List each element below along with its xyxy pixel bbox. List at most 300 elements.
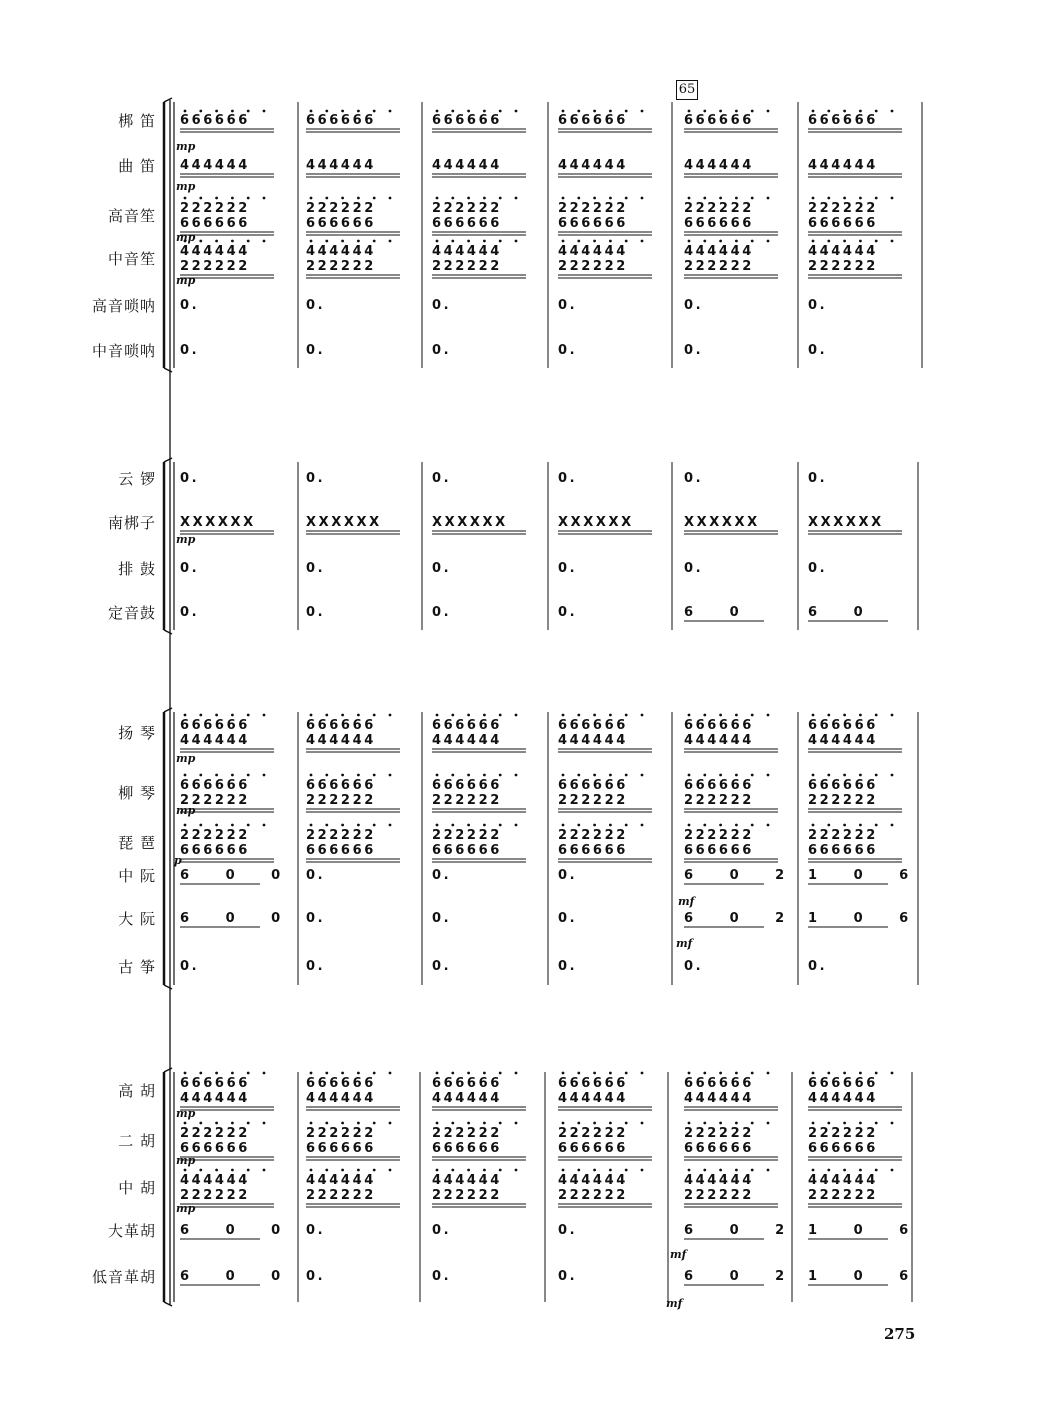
rest: 0. xyxy=(432,959,452,974)
octave-dot xyxy=(389,1169,392,1172)
dynamic-marking: mf xyxy=(670,1248,687,1261)
octave-dot xyxy=(859,110,862,113)
octave-dot xyxy=(827,714,830,717)
octave-dot xyxy=(812,774,815,777)
chord-lower-notes: 444444 xyxy=(808,1091,878,1106)
instrument-label: 梆 笛 xyxy=(118,112,156,130)
octave-dot xyxy=(436,1072,439,1075)
octave-dot xyxy=(875,1169,878,1172)
octave-dot xyxy=(215,824,218,827)
chord-lower-notes: 222222 xyxy=(180,1188,250,1203)
octave-dot xyxy=(767,1169,770,1172)
octave-dot xyxy=(247,1169,250,1172)
octave-dot xyxy=(609,110,612,113)
rest: 0. xyxy=(684,298,704,313)
octave-dot xyxy=(719,714,722,717)
chord-lower-notes: 222222 xyxy=(432,793,502,808)
octave-dot xyxy=(735,774,738,777)
bracket-hook xyxy=(164,1302,172,1306)
octave-dot xyxy=(577,1169,580,1172)
octave-dot xyxy=(436,824,439,827)
octave-dot xyxy=(641,774,644,777)
octave-dot xyxy=(341,1072,344,1075)
octave-dot xyxy=(688,824,691,827)
rest: 0. xyxy=(432,298,452,313)
chord-upper-notes: 222222 xyxy=(684,828,754,843)
octave-dot xyxy=(859,197,862,200)
rest: 0. xyxy=(558,1223,578,1238)
octave-dot xyxy=(719,197,722,200)
instrument-label: 定音鼓 xyxy=(107,604,156,622)
chord-upper-notes: 444444 xyxy=(808,244,878,259)
rest: 0. xyxy=(684,959,704,974)
notes: 444444 xyxy=(432,158,502,173)
octave-dot xyxy=(373,714,376,717)
dynamic-marking: mp xyxy=(176,180,196,193)
octave-dot xyxy=(843,110,846,113)
octave-dot xyxy=(859,240,862,243)
page-number: 275 xyxy=(884,1325,916,1343)
octave-dot xyxy=(499,714,502,717)
octave-dot xyxy=(625,110,628,113)
octave-dot xyxy=(891,774,894,777)
dynamic-marking: p xyxy=(174,854,182,867)
chord-upper-notes: 666666 xyxy=(684,718,754,733)
octave-dot xyxy=(641,240,644,243)
octave-dot xyxy=(483,1122,486,1125)
octave-dot xyxy=(891,714,894,717)
octave-dot xyxy=(562,197,565,200)
octave-dot xyxy=(247,1122,250,1125)
octave-dot xyxy=(310,1122,313,1125)
octave-dot xyxy=(625,1169,628,1172)
octave-dot xyxy=(215,1122,218,1125)
chord-lower-notes: 222222 xyxy=(808,793,878,808)
octave-dot xyxy=(231,1072,234,1075)
octave-dot xyxy=(389,110,392,113)
octave-dot xyxy=(735,714,738,717)
octave-dot xyxy=(325,197,328,200)
octave-dot xyxy=(593,1072,596,1075)
octave-dot xyxy=(215,240,218,243)
instrument-label: 曲 笛 xyxy=(118,157,156,175)
octave-dot xyxy=(499,1072,502,1075)
octave-dot xyxy=(577,714,580,717)
octave-dot xyxy=(751,197,754,200)
octave-dot xyxy=(515,714,518,717)
bracket-hook xyxy=(164,458,172,462)
octave-dot xyxy=(625,1072,628,1075)
octave-dot xyxy=(389,714,392,717)
instrument-label: 大革胡 xyxy=(107,1222,156,1240)
chord-upper-notes: 666666 xyxy=(180,778,250,793)
rest: 0. xyxy=(808,561,828,576)
chord-lower-notes: 666666 xyxy=(432,216,502,231)
octave-dot xyxy=(199,240,202,243)
octave-dot xyxy=(859,824,862,827)
octave-dot xyxy=(373,110,376,113)
chord-upper-notes: 444444 xyxy=(432,244,502,259)
chord-lower-notes: 666666 xyxy=(808,216,878,231)
rest: 0. xyxy=(180,471,200,486)
rest: 0. xyxy=(306,1223,326,1238)
octave-dot xyxy=(231,240,234,243)
octave-dot xyxy=(751,824,754,827)
octave-dot xyxy=(751,1122,754,1125)
chord-lower-notes: 222222 xyxy=(180,793,250,808)
chord-lower-notes: 222222 xyxy=(684,793,754,808)
octave-dot xyxy=(310,1072,313,1075)
octave-dot xyxy=(827,774,830,777)
octave-dot xyxy=(688,110,691,113)
octave-dot xyxy=(436,774,439,777)
octave-dot xyxy=(451,197,454,200)
chord-lower-notes: 222222 xyxy=(432,1188,502,1203)
chord-upper-notes: 666666 xyxy=(558,718,628,733)
dynamic-marking: mp xyxy=(176,1202,196,1215)
rest: 0. xyxy=(432,868,452,883)
octave-dot xyxy=(357,774,360,777)
rest: 0. xyxy=(432,1223,452,1238)
notes: 444444 xyxy=(558,158,628,173)
octave-dot xyxy=(263,197,266,200)
octave-dot xyxy=(515,824,518,827)
octave-dot xyxy=(483,1072,486,1075)
chord-upper-notes: 444444 xyxy=(180,1173,250,1188)
octave-dot xyxy=(263,1169,266,1172)
chord-lower-notes: 444444 xyxy=(306,1091,376,1106)
octave-dot xyxy=(843,1169,846,1172)
octave-dot xyxy=(373,1122,376,1125)
octave-dot xyxy=(875,110,878,113)
rest: 0. xyxy=(808,298,828,313)
octave-dot xyxy=(467,714,470,717)
octave-dot xyxy=(341,824,344,827)
octave-dot xyxy=(843,240,846,243)
octave-dot xyxy=(751,240,754,243)
octave-dot xyxy=(247,714,250,717)
chord-lower-notes: 222222 xyxy=(558,793,628,808)
octave-dot xyxy=(891,110,894,113)
octave-dot xyxy=(483,110,486,113)
octave-dot xyxy=(451,1072,454,1075)
notes: 6 0 xyxy=(808,605,879,620)
octave-dot xyxy=(436,110,439,113)
octave-dot xyxy=(515,240,518,243)
octave-dot xyxy=(483,774,486,777)
octave-dot xyxy=(703,240,706,243)
octave-dot xyxy=(562,714,565,717)
octave-dot xyxy=(310,110,313,113)
chord-lower-notes: 444444 xyxy=(180,733,250,748)
octave-dot xyxy=(891,1122,894,1125)
octave-dot xyxy=(263,714,266,717)
octave-dot xyxy=(703,197,706,200)
octave-dot xyxy=(625,824,628,827)
rest: 0. xyxy=(432,561,452,576)
chord-lower-notes: 444444 xyxy=(306,733,376,748)
octave-dot xyxy=(875,774,878,777)
chord-lower-notes: 444444 xyxy=(558,733,628,748)
octave-dot xyxy=(891,240,894,243)
octave-dot xyxy=(184,774,187,777)
octave-dot xyxy=(891,824,894,827)
rest: 0. xyxy=(558,298,578,313)
octave-dot xyxy=(827,1072,830,1075)
chord-upper-notes: 222222 xyxy=(180,1126,250,1141)
octave-dot xyxy=(310,714,313,717)
chord-lower-notes: 444444 xyxy=(558,1091,628,1106)
rest: 0. xyxy=(558,343,578,358)
chord-lower-notes: 222222 xyxy=(684,259,754,274)
instrument-label: 高 胡 xyxy=(118,1082,156,1100)
chord-lower-notes: 666666 xyxy=(558,843,628,858)
chord-upper-notes: 666666 xyxy=(306,778,376,793)
rest: 0. xyxy=(432,911,452,926)
octave-dot xyxy=(184,1122,187,1125)
octave-dot xyxy=(515,110,518,113)
octave-dot xyxy=(373,1072,376,1075)
octave-dot xyxy=(357,824,360,827)
octave-dot xyxy=(641,110,644,113)
octave-dot xyxy=(875,1122,878,1125)
chord-lower-notes: 222222 xyxy=(432,259,502,274)
octave-dot xyxy=(184,714,187,717)
octave-dot xyxy=(184,1072,187,1075)
octave-dot xyxy=(593,1122,596,1125)
octave-dot xyxy=(215,1072,218,1075)
rest: 0. xyxy=(808,343,828,358)
octave-dot xyxy=(875,714,878,717)
bracket-hook xyxy=(164,98,172,102)
octave-dot xyxy=(827,110,830,113)
chord-lower-notes: 666666 xyxy=(432,843,502,858)
dynamic-marking: mp xyxy=(176,752,196,765)
dynamic-marking: mf xyxy=(666,1297,683,1310)
chord-lower-notes: 666666 xyxy=(432,1141,502,1156)
octave-dot xyxy=(451,110,454,113)
octave-dot xyxy=(577,824,580,827)
octave-dot xyxy=(625,1122,628,1125)
octave-dot xyxy=(373,1169,376,1172)
notes: 6 0 xyxy=(684,605,755,620)
octave-dot xyxy=(767,197,770,200)
chord-lower-notes: 444444 xyxy=(684,1091,754,1106)
octave-dot xyxy=(719,1169,722,1172)
chord-upper-notes: 666666 xyxy=(432,718,502,733)
octave-dot xyxy=(247,240,250,243)
octave-dot xyxy=(875,197,878,200)
chord-lower-notes: 444444 xyxy=(808,733,878,748)
notes: 444444 xyxy=(808,158,878,173)
octave-dot xyxy=(184,824,187,827)
chord-lower-notes: 666666 xyxy=(808,1141,878,1156)
octave-dot xyxy=(341,197,344,200)
octave-dot xyxy=(389,197,392,200)
octave-dot xyxy=(247,774,250,777)
chord-upper-notes: 444444 xyxy=(684,244,754,259)
chord-upper-notes: 222222 xyxy=(558,201,628,216)
notes: XXXXXX xyxy=(684,515,760,530)
octave-dot xyxy=(735,1169,738,1172)
rest: 0. xyxy=(306,868,326,883)
octave-dot xyxy=(499,197,502,200)
octave-dot xyxy=(199,1169,202,1172)
dynamic-marking: mp xyxy=(176,1154,196,1167)
octave-dot xyxy=(263,240,266,243)
octave-dot xyxy=(859,714,862,717)
chord-upper-notes: 222222 xyxy=(808,828,878,843)
octave-dot xyxy=(389,240,392,243)
instrument-label: 云 锣 xyxy=(118,470,156,488)
octave-dot xyxy=(247,1072,250,1075)
octave-dot xyxy=(483,240,486,243)
notes: XXXXXX xyxy=(180,515,256,530)
notes: 1 0 6 xyxy=(808,911,925,926)
dynamic-marking: mp xyxy=(176,274,196,287)
octave-dot xyxy=(263,774,266,777)
octave-dot xyxy=(467,774,470,777)
octave-dot xyxy=(325,1072,328,1075)
octave-dot xyxy=(688,774,691,777)
chord-upper-notes: 444444 xyxy=(306,1173,376,1188)
octave-dot xyxy=(215,1169,218,1172)
octave-dot xyxy=(875,824,878,827)
chord-upper-notes: 444444 xyxy=(808,1173,878,1188)
octave-dot xyxy=(891,1072,894,1075)
notes: 6 0 0 xyxy=(180,1269,297,1284)
chord-lower-notes: 222222 xyxy=(306,793,376,808)
octave-dot xyxy=(325,1122,328,1125)
octave-dot xyxy=(451,1169,454,1172)
rest: 0. xyxy=(558,868,578,883)
octave-dot xyxy=(483,714,486,717)
octave-dot xyxy=(467,824,470,827)
chord-upper-notes: 666666 xyxy=(180,718,250,733)
octave-dot xyxy=(184,197,187,200)
octave-dot xyxy=(577,110,580,113)
chord-upper-notes: 222222 xyxy=(808,201,878,216)
octave-dot xyxy=(341,774,344,777)
rest: 0. xyxy=(306,471,326,486)
octave-dot xyxy=(688,1072,691,1075)
octave-dot xyxy=(593,1169,596,1172)
octave-dot xyxy=(325,824,328,827)
notes: 666666 xyxy=(432,113,502,128)
octave-dot xyxy=(199,1122,202,1125)
octave-dot xyxy=(562,1169,565,1172)
rehearsal-mark: 65 xyxy=(676,80,698,100)
rest: 0. xyxy=(306,343,326,358)
rest: 0. xyxy=(558,1269,578,1284)
chord-lower-notes: 666666 xyxy=(180,216,250,231)
instrument-label: 南梆子 xyxy=(107,514,156,532)
octave-dot xyxy=(641,824,644,827)
octave-dot xyxy=(515,197,518,200)
chord-lower-notes: 222222 xyxy=(684,1188,754,1203)
octave-dot xyxy=(199,714,202,717)
octave-dot xyxy=(467,1072,470,1075)
notes: 6 0 2 xyxy=(684,911,801,926)
octave-dot xyxy=(812,1169,815,1172)
octave-dot xyxy=(263,1122,266,1125)
rest: 0. xyxy=(306,959,326,974)
octave-dot xyxy=(357,1169,360,1172)
octave-dot xyxy=(609,774,612,777)
chord-upper-notes: 222222 xyxy=(306,828,376,843)
octave-dot xyxy=(373,824,376,827)
rest: 0. xyxy=(558,561,578,576)
octave-dot xyxy=(436,240,439,243)
octave-dot xyxy=(247,197,250,200)
octave-dot xyxy=(641,714,644,717)
octave-dot xyxy=(325,774,328,777)
octave-dot xyxy=(719,1072,722,1075)
chord-upper-notes: 222222 xyxy=(306,201,376,216)
octave-dot xyxy=(184,1169,187,1172)
notes: XXXXXX xyxy=(808,515,884,530)
chord-lower-notes: 222222 xyxy=(306,259,376,274)
octave-dot xyxy=(641,1122,644,1125)
octave-dot xyxy=(562,110,565,113)
chord-lower-notes: 666666 xyxy=(306,1141,376,1156)
octave-dot xyxy=(467,110,470,113)
notes: 666666 xyxy=(684,113,754,128)
rest: 0. xyxy=(180,605,200,620)
chord-upper-notes: 444444 xyxy=(432,1173,502,1188)
chord-upper-notes: 444444 xyxy=(684,1173,754,1188)
octave-dot xyxy=(625,774,628,777)
chord-upper-notes: 222222 xyxy=(432,1126,502,1141)
octave-dot xyxy=(499,774,502,777)
chord-upper-notes: 666666 xyxy=(684,778,754,793)
octave-dot xyxy=(577,1122,580,1125)
instrument-label: 中 胡 xyxy=(118,1179,156,1197)
octave-dot xyxy=(767,240,770,243)
notes: 1 0 6 xyxy=(808,1223,925,1238)
octave-dot xyxy=(562,1122,565,1125)
instrument-label: 低音革胡 xyxy=(91,1268,156,1286)
chord-upper-notes: 222222 xyxy=(684,201,754,216)
octave-dot xyxy=(703,1072,706,1075)
octave-dot xyxy=(199,110,202,113)
octave-dot xyxy=(231,110,234,113)
octave-dot xyxy=(609,824,612,827)
octave-dot xyxy=(373,774,376,777)
octave-dot xyxy=(751,110,754,113)
octave-dot xyxy=(735,240,738,243)
chord-upper-notes: 222222 xyxy=(684,1126,754,1141)
octave-dot xyxy=(703,774,706,777)
octave-dot xyxy=(325,240,328,243)
instrument-label: 排 鼓 xyxy=(118,560,156,578)
chord-lower-notes: 444444 xyxy=(684,733,754,748)
notes: 6 0 0 xyxy=(180,911,297,926)
chord-lower-notes: 666666 xyxy=(808,843,878,858)
rest: 0. xyxy=(558,911,578,926)
notes: 1 0 6 xyxy=(808,1269,925,1284)
chord-lower-notes: 666666 xyxy=(180,843,250,858)
dynamic-marking: mp xyxy=(176,140,196,153)
octave-dot xyxy=(688,197,691,200)
octave-dot xyxy=(499,824,502,827)
octave-dot xyxy=(263,824,266,827)
octave-dot xyxy=(436,1169,439,1172)
octave-dot xyxy=(703,1169,706,1172)
octave-dot xyxy=(451,1122,454,1125)
chord-upper-notes: 444444 xyxy=(558,1173,628,1188)
octave-dot xyxy=(577,774,580,777)
